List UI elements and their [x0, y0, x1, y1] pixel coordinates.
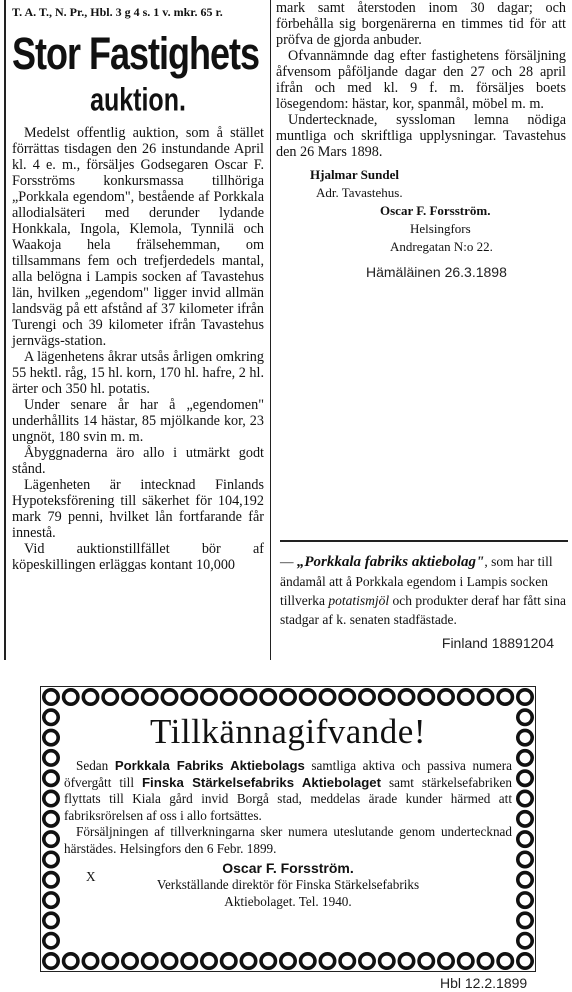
ring-ornament — [83, 954, 97, 968]
announcement-body — [64, 758, 512, 857]
ring-ornament — [64, 690, 78, 704]
notice-dash: — — [280, 554, 297, 569]
signature-forsstrom-city: Helsingfors — [410, 221, 471, 236]
ring-ornament — [143, 690, 157, 704]
ring-ornament — [518, 690, 532, 704]
ring-ornament — [143, 954, 157, 968]
ring-ornament — [518, 771, 532, 785]
ring-ornament — [44, 730, 58, 744]
signature-block — [310, 166, 566, 256]
ring-ornament — [123, 954, 137, 968]
ad-header-line: T. A. T., N. Pr., Hbl. 3 g 4 s. 1 v. mkr. 65 r. — [12, 5, 223, 19]
signature-forsstrom-address: Andregatan N:o 22. — [390, 239, 493, 254]
ring-ornament — [360, 954, 374, 968]
ring-ornament — [459, 690, 473, 704]
auction-ad-continuation — [276, 0, 566, 280]
ring-ornament — [281, 690, 295, 704]
ring-ornament — [44, 771, 58, 785]
signature-sundel: Hjalmar Sundel — [310, 167, 399, 182]
text-part: samtliga aktiva och passiva numera öfvergått till — [64, 758, 513, 790]
ring-ornament — [44, 710, 58, 724]
ring-ornament — [162, 954, 176, 968]
text-part: Sedan — [76, 758, 115, 773]
ring-ornament — [64, 954, 78, 968]
continuation-paragraph: Ofvannämnde dag efter fastighetens försäljning åfvensom påföljande dagar den 27 och 28 april ifrån och med kl. 9 f. m. försäljes boets lösegendom: hästar, kor, spanmål, möbel m. m. — [276, 48, 566, 112]
ring-ornament — [202, 954, 216, 968]
ring-ornament — [399, 690, 413, 704]
source-caption: Hämäläinen 26.3.1898 — [366, 264, 507, 280]
ad-subtitle: auktion. — [90, 81, 186, 119]
ring-ornament — [261, 690, 275, 704]
signature-forsstrom: Oscar F. Forsström. — [380, 203, 491, 218]
ring-ornament — [44, 954, 58, 968]
ring-ornament — [439, 954, 453, 968]
ring-ornament — [478, 690, 492, 704]
ring-ornament — [261, 954, 275, 968]
notice-text-part: och produkter deraf har fått sina stadgar af k. senaten stadfästade. — [280, 593, 567, 627]
ring-ornament — [518, 873, 532, 887]
ring-ornament — [498, 954, 512, 968]
ring-ornament — [123, 690, 137, 704]
text-part: samt stärkelsefabriken flyttats till Kiala gård invid Borgå stad, meddelas ärade kunder härmed att fabriksrörelsen af oss i allo fortsättes. — [64, 774, 512, 823]
ring-ornament — [518, 933, 532, 947]
ring-ornament — [518, 852, 532, 866]
ring-ornament — [241, 690, 255, 704]
ring-ornament — [44, 751, 58, 765]
ring-ornament — [44, 913, 58, 927]
ring-ornament — [360, 690, 374, 704]
ring-ornament — [241, 954, 255, 968]
ring-ornament — [44, 873, 58, 887]
ring-ornament — [44, 812, 58, 826]
ad-paragraph: Vid auktionstillfället bör af köpeskillingen erläggas kontant 10,000 — [12, 541, 264, 573]
ring-ornament — [518, 893, 532, 907]
ad-title: Stor Fastighets — [12, 27, 260, 79]
ring-ornament — [419, 954, 433, 968]
continuation-body — [276, 0, 566, 160]
ring-ornament — [518, 954, 532, 968]
notice-text-part: , som har till ändamål att å Porkkala egendom i Lampis socken tillverka — [280, 554, 553, 608]
ring-ornament — [439, 690, 453, 704]
notice-product: potatismjöl — [328, 593, 390, 608]
ad-paragraph: A lägenhetens åkrar utsås årligen omkring 55 hektl. råg, 15 hl. korn, 170 hl. hafre, 2 hl. ärter och 350 hl. potatis. — [12, 349, 264, 397]
ring-ornament — [399, 954, 413, 968]
ring-ornament — [44, 933, 58, 947]
ring-ornament — [518, 812, 532, 826]
ring-ornament — [44, 852, 58, 866]
ring-ornament — [380, 690, 394, 704]
announcement-paragraph — [64, 758, 512, 824]
announcement-signature — [64, 859, 512, 917]
announcement-role: Verkställande direktör för Finska Stärkelsefabriks — [156, 877, 420, 892]
ring-ornament — [478, 954, 492, 968]
ad-paragraph: Åbyggnaderna äro allo i utmärkt godt stånd. — [12, 445, 264, 477]
ring-ornament — [44, 832, 58, 846]
ring-ornament — [518, 832, 532, 846]
ad-paragraph: Under senare år har å „egendomen" underhållits 14 hästar, 85 mjölkande kor, 23 ungnöt, 180 svin m. m. — [12, 397, 264, 445]
signature-sundel-address: Adr. Tavastehus. — [316, 185, 403, 200]
announcement-paragraph: Försäljningen af tillverkningarna sker numera uteslutande genom undertecknad härstädes. Helsingfors den 6 Febr. 1899. — [64, 824, 512, 856]
ring-ornament — [44, 791, 58, 805]
announcement-ad — [64, 712, 512, 944]
company-name-finska: Finska Stärkelsefabriks Aktiebolaget — [142, 774, 382, 790]
ring-ornament — [281, 954, 295, 968]
ring-ornament — [518, 730, 532, 744]
ring-ornament — [103, 954, 117, 968]
ring-ornament — [419, 690, 433, 704]
company-notice — [280, 540, 568, 651]
source-caption: Hbl 12.2.1899 — [440, 975, 528, 991]
ring-ornament — [518, 913, 532, 927]
announcement-title: Tillkännagifvande! — [150, 712, 426, 751]
ring-ornament — [44, 893, 58, 907]
ring-ornament — [380, 954, 394, 968]
ring-ornament — [44, 690, 58, 704]
ring-ornament — [301, 954, 315, 968]
ring-ornament — [162, 690, 176, 704]
ring-ornament — [83, 690, 97, 704]
ring-ornament — [320, 954, 334, 968]
ring-ornament — [340, 690, 354, 704]
ad-paragraph: Medelst offentlig auktion, som å stället förrättas tisdagen den 26 instundande April kl. 4 e. m., försäljes Godsegaren Oscar F. Forsströms konkursmassa tillhöriga „Porkkala egendom", bestående af Porkkala allodialsäteri med derunder lydande Honkkala, Ingola, Klemola, Tynnilä och Waakoja hela frälsehemman, om tillsammans fem och trefjerdedels mantal, alla belögna i Lampis socken af Tavastehus län, hvilken „egendom" ligger invid allmän landsväg på ett afstånd af 37 kilometer ifrån Turengi och 39 kilometer ifrån Tavastehus jernvägs-station. — [12, 125, 264, 349]
ring-ornament — [182, 690, 196, 704]
notice-company-name: „Porkkala fabriks aktiebolag" — [296, 554, 485, 570]
announcement-signer: Oscar F. Forsström. — [222, 860, 354, 876]
ring-ornament — [222, 690, 236, 704]
ring-ornament — [459, 954, 473, 968]
ring-ornament — [498, 690, 512, 704]
ring-ornament — [518, 710, 532, 724]
ring-ornament — [518, 791, 532, 805]
ad-paragraph: Lägenheten är intecknad Finlands Hypoteksförening till säkerhet för 104,192 mark 79 penni, hvilket lån fortfarande får innestå. — [12, 477, 264, 541]
ring-ornament — [103, 690, 117, 704]
ring-ornament — [320, 690, 334, 704]
auction-ad-left — [4, 0, 271, 660]
ring-ornament — [301, 690, 315, 704]
mark-x: X — [86, 869, 96, 884]
continuation-paragraph: mark samt återstoden inom 30 dagar; och förbehålla sig borgenärerna en timmes tid för att pröfva de gjorda anbuder. — [276, 0, 566, 48]
source-caption: Finland 18891204 — [441, 635, 554, 651]
ring-ornament — [518, 751, 532, 765]
announcement-role: Aktiebolaget. Tel. 1940. — [224, 893, 352, 909]
ring-ornament — [222, 954, 236, 968]
ad-body — [12, 125, 264, 573]
company-name-porkkala: Porkkala Fabriks Aktiebolags — [114, 758, 305, 773]
ring-ornament — [340, 954, 354, 968]
ring-ornament — [202, 690, 216, 704]
notice-text — [280, 552, 568, 629]
continuation-paragraph: Undertecknade, syssloman lemna nödiga muntliga och skriftliga upplysningar. Tavastehus den 26 Mars 1898. — [276, 112, 566, 160]
ring-ornament — [182, 954, 196, 968]
